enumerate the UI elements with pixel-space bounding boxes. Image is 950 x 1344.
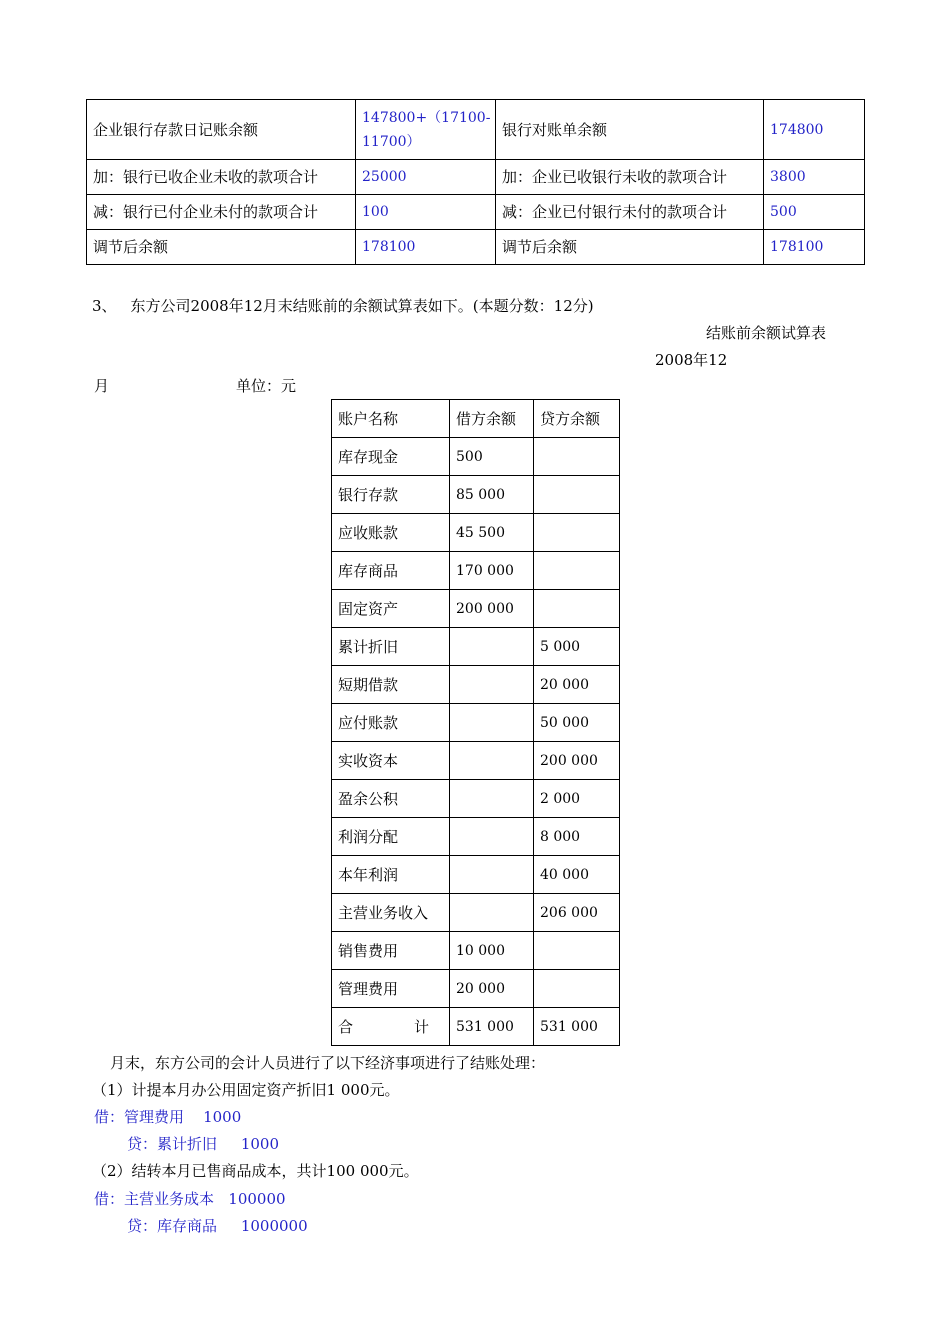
table-row	[332, 476, 620, 514]
credit-balance	[534, 932, 620, 970]
entry-description: （1）计提本月办公用固定资产折旧1 000元。	[92, 1081, 400, 1099]
debit-balance: 45 500	[450, 514, 534, 552]
account-name: 固定资产	[332, 590, 450, 628]
recon-label: 减：企业已付银行未付的款项合计	[496, 195, 764, 230]
total-label-a: 合	[338, 1017, 354, 1036]
debit-balance	[450, 628, 534, 666]
trial-balance-unit: 单位：元	[236, 377, 297, 395]
recon-value: 178100	[356, 230, 496, 265]
bank-reconciliation-table	[86, 99, 865, 265]
account-name: 本年利润	[332, 856, 450, 894]
recon-label: 加：企业已收银行未收的款项合计	[496, 160, 764, 195]
table-row	[87, 160, 865, 195]
credit-balance	[534, 438, 620, 476]
table-row	[332, 970, 620, 1008]
table-row	[87, 195, 865, 230]
debit-balance: 20 000	[450, 970, 534, 1008]
total-debit: 531 000	[450, 1008, 534, 1046]
question-text: 东方公司2008年12月末结账前的余额试算表如下。(本题分数：12分)	[130, 297, 594, 315]
recon-label: 银行对账单余额	[496, 100, 764, 160]
recon-label: 减：银行已付企业未付的款项合计	[87, 195, 356, 230]
trial-balance-date-month: 月	[94, 377, 110, 395]
account-name: 管理费用	[332, 970, 450, 1008]
table-row	[332, 856, 620, 894]
recon-value: 174800	[764, 100, 865, 160]
recon-value: 500	[764, 195, 865, 230]
table-row	[332, 514, 620, 552]
debit-balance	[450, 742, 534, 780]
column-header-debit: 借方余额	[450, 400, 534, 438]
journal-debit-line: 借：主营业务成本 100000	[94, 1190, 286, 1208]
account-name: 应收账款	[332, 514, 450, 552]
account-name: 主营业务收入	[332, 894, 450, 932]
trial-balance-title: 结账前余额试算表	[706, 324, 827, 342]
debit-balance: 10 000	[450, 932, 534, 970]
table-row	[332, 780, 620, 818]
table-row	[332, 590, 620, 628]
table-row	[332, 666, 620, 704]
table-row	[332, 932, 620, 970]
account-name: 累计折旧	[332, 628, 450, 666]
journal-credit-line: 贷：累计折旧 1000	[127, 1135, 280, 1153]
recon-label: 调节后余额	[87, 230, 356, 265]
credit-balance: 5 000	[534, 628, 620, 666]
column-header-account: 账户名称	[332, 400, 450, 438]
credit-balance	[534, 514, 620, 552]
table-row	[87, 230, 865, 265]
trial-balance-table	[331, 399, 620, 1046]
journal-credit-line: 贷：库存商品 1000000	[127, 1217, 308, 1235]
recon-value: 178100	[764, 230, 865, 265]
total-row	[332, 1008, 620, 1046]
credit-balance: 50 000	[534, 704, 620, 742]
credit-balance	[534, 970, 620, 1008]
credit-balance	[534, 476, 620, 514]
entry-description: （2）结转本月已售商品成本，共计100 000元。	[92, 1162, 419, 1180]
table-row	[332, 552, 620, 590]
table-row	[332, 894, 620, 932]
credit-balance: 40 000	[534, 856, 620, 894]
table-row	[332, 628, 620, 666]
recon-value: 147800+（17100-11700）	[356, 100, 496, 160]
credit-balance	[534, 552, 620, 590]
narrative-intro: 月末，东方公司的会计人员进行了以下经济事项进行了结账处理：	[110, 1054, 546, 1072]
debit-balance	[450, 704, 534, 742]
credit-balance: 8 000	[534, 818, 620, 856]
debit-balance	[450, 666, 534, 704]
question-heading	[92, 296, 594, 316]
recon-value: 25000	[356, 160, 496, 195]
table-row	[332, 818, 620, 856]
account-name: 实收资本	[332, 742, 450, 780]
recon-label: 加：银行已收企业未收的款项合计	[87, 160, 356, 195]
account-name: 利润分配	[332, 818, 450, 856]
table-header-row	[332, 400, 620, 438]
credit-balance: 206 000	[534, 894, 620, 932]
total-label-b: 计	[413, 1017, 429, 1036]
question-number: 3、	[92, 297, 117, 315]
trial-balance-date: 2008年12	[655, 351, 728, 369]
total-label	[332, 1008, 450, 1046]
debit-balance: 500	[450, 438, 534, 476]
debit-balance	[450, 894, 534, 932]
table-row	[332, 704, 620, 742]
recon-label: 企业银行存款日记账余额	[87, 100, 356, 160]
total-credit: 531 000	[534, 1008, 620, 1046]
account-name: 销售费用	[332, 932, 450, 970]
credit-balance: 200 000	[534, 742, 620, 780]
account-name: 银行存款	[332, 476, 450, 514]
account-name: 库存商品	[332, 552, 450, 590]
journal-debit-line: 借：管理费用 1000	[94, 1108, 242, 1126]
account-name: 盈余公积	[332, 780, 450, 818]
table-row	[87, 100, 865, 160]
debit-balance: 85 000	[450, 476, 534, 514]
credit-balance: 20 000	[534, 666, 620, 704]
recon-value: 3800	[764, 160, 865, 195]
debit-balance: 200 000	[450, 590, 534, 628]
table-row	[332, 742, 620, 780]
credit-balance: 2 000	[534, 780, 620, 818]
recon-label: 调节后余额	[496, 230, 764, 265]
account-name: 短期借款	[332, 666, 450, 704]
account-name: 应付账款	[332, 704, 450, 742]
credit-balance	[534, 590, 620, 628]
total-label-text	[338, 1017, 443, 1037]
debit-balance	[450, 856, 534, 894]
debit-balance	[450, 818, 534, 856]
debit-balance: 170 000	[450, 552, 534, 590]
account-name: 库存现金	[332, 438, 450, 476]
column-header-credit: 贷方余额	[534, 400, 620, 438]
recon-value: 100	[356, 195, 496, 230]
debit-balance	[450, 780, 534, 818]
table-row	[332, 438, 620, 476]
